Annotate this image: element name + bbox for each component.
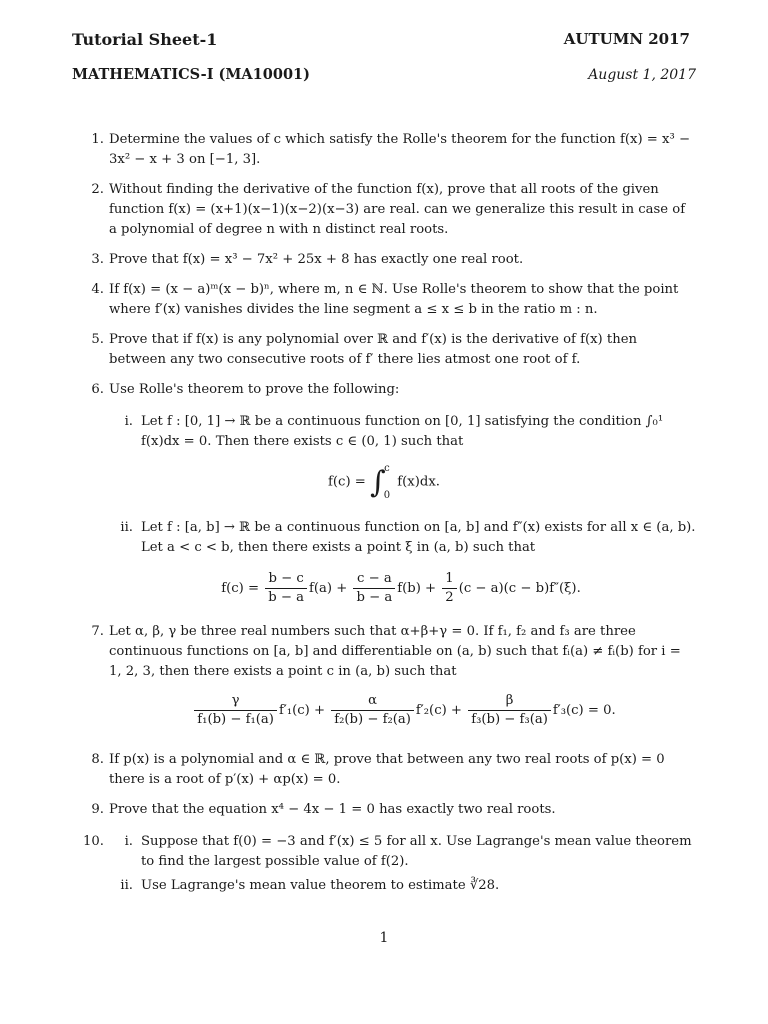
part-number: ii. [120, 520, 133, 535]
question-text: Determine the values of c which satisfy the Rolle's theorem for the function f(x) = x³ − 3x² − x + 3 on [−1, 3]. [109, 132, 691, 167]
eq1-rhs: f(x)dx. [397, 474, 440, 490]
integral-upper-limit: c [384, 463, 390, 474]
fraction [331, 692, 414, 729]
eq1-lhs: f(c) = [328, 474, 366, 490]
question-text: Prove that f(x) = x³ − 7x² + 25x + 8 has exactly one real root. [109, 252, 524, 267]
eq2-term: f(a) + [309, 581, 348, 596]
question-number: 3. [91, 252, 104, 267]
eq2-term: (c − a)(c − b)f″(ξ). [458, 581, 581, 596]
eq3-term: f′₂(c) + [415, 703, 462, 718]
integral-lower-limit: 0 [383, 490, 391, 501]
question-number: 1. [91, 132, 104, 147]
eq3-term: f′₁(c) + [278, 703, 326, 718]
question-text: Prove that the equation x⁴ − 4x − 1 = 0 has exactly two real roots. [109, 802, 556, 817]
integral-sign: ∫ [370, 464, 386, 500]
question-number: 6. [91, 382, 104, 397]
part-text: Use Lagrange's mean value theorem to estimate ∛28. [141, 878, 500, 893]
equation-1 [0, 462, 768, 502]
question-number: 10. [83, 834, 104, 849]
fraction-denominator: b − a [268, 590, 304, 605]
fraction-numerator: c − a [353, 570, 395, 589]
course-title: MATHEMATICS-I (MA10001) [72, 66, 310, 83]
part-text: Let f : [a, b] → ℝ be a continuous function on [a, b] and f″(x) exists for all x ∈ (a, b). Let a < c < b, then there exists a point ξ in (a, b) such that [141, 520, 696, 555]
fraction-denominator: f₂(b) − f₂(a) [334, 712, 411, 727]
question-number: 5. [91, 332, 104, 347]
term-label: AUTUMN 2017 [563, 30, 690, 48]
sheet-date: August 1, 2017 [588, 67, 696, 83]
fraction-numerator: γ [194, 692, 277, 711]
fraction [194, 692, 277, 729]
question-number: 7. [91, 624, 104, 639]
question-number: 4. [91, 282, 104, 297]
part-text: Let f : [0, 1] → ℝ be a continuous function on [0, 1] satisfying the condition ∫₀¹ f(x)dx = 0. Then there exists c ∈ (0, 1) such that [141, 414, 664, 449]
eq2-lhs: f(c) = [221, 581, 260, 596]
fraction-numerator: b − c [265, 570, 307, 589]
question-number: 2. [91, 182, 104, 197]
question-text: Prove that if f(x) is any polynomial over ℝ and f′(x) is the derivative of f(x) then between any two consecutive roots of f′ there lies atmost one root of f. [109, 332, 637, 367]
fraction [265, 570, 307, 607]
sheet-title: Tutorial Sheet-1 [72, 30, 218, 49]
fraction-denominator: b − a [356, 590, 393, 605]
question-text: Without finding the derivative of the function f(x), prove that all roots of the given function f(x) = (x+1)(x−1)(x−2)(x−3) are real. can we generalize this result in case of a polynomial of degree n with n distinct real roots. [109, 182, 686, 237]
fraction [468, 692, 551, 729]
eq2-term: f(b) + [397, 581, 437, 596]
page-number: 1 [379, 930, 389, 946]
question-text: If p(x) is a polynomial and α ∈ ℝ, prove that between any two real roots of p(x) = 0 there is a root of p′(x) + αp(x) = 0. [109, 752, 665, 787]
part-number: i. [124, 414, 133, 429]
eq3-term: f′₃(c) = 0. [552, 703, 616, 718]
equation-2 [0, 570, 768, 607]
fraction-denominator: f₃(b) − f₃(a) [471, 712, 548, 727]
part-text: Suppose that f(0) = −3 and f′(x) ≤ 5 for all x. Use Lagrange's mean value theorem to find the largest possible value of f(2). [141, 834, 692, 869]
question-text: Use Rolle's theorem to prove the following: [109, 382, 400, 397]
question-number: 9. [91, 802, 104, 817]
fraction-denominator: f₁(b) − f₁(a) [197, 712, 274, 727]
fraction-denominator: 2 [445, 590, 454, 605]
equation-3 [0, 692, 768, 729]
fraction-numerator: α [331, 692, 414, 711]
question-text: If f(x) = (x − a)ᵐ(x − b)ⁿ, where m, n ∈ ℕ. Use Rolle's theorem to show that the point where f′(x) vanishes divides the line segment a ≤ x ≤ b in the ratio m : n. [109, 282, 679, 317]
question-number: 8. [91, 752, 104, 767]
fraction-numerator: 1 [442, 570, 456, 589]
part-number: ii. [120, 878, 133, 893]
question-text: Let α, β, γ be three real numbers such that α+β+γ = 0. If f₁, f₂ and f₃ are three continuous functions on [a, b] and differentiable on (a, b) such that fᵢ(a) ≠ fᵢ(b) for i = 1, 2, 3, then there exists a point c in (a, b) such that [109, 624, 681, 679]
fraction-numerator: β [468, 692, 551, 711]
fraction [442, 570, 456, 607]
fraction [353, 570, 395, 607]
part-number: i. [124, 834, 133, 849]
